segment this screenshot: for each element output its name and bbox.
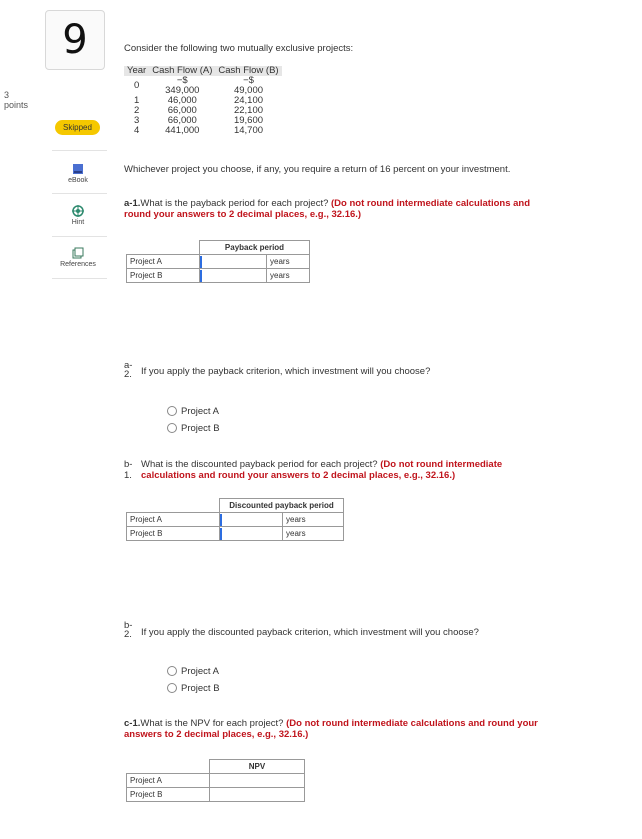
- question-b2-options: [167, 663, 220, 697]
- question-a1-prefix: a-1.: [124, 198, 141, 209]
- cell-cash-a: 46,000: [167, 95, 197, 106]
- hint-icon: [72, 205, 84, 217]
- question-a1: [124, 198, 544, 220]
- question-b1-instruction: (Do not round intermediate calculations and round your answers to 2 decimal places, e.g., 32.16.): [141, 459, 503, 481]
- divider: [52, 193, 107, 194]
- col-year: Year: [127, 65, 147, 76]
- discounted-payback-a-input[interactable]: [220, 513, 283, 527]
- cell-cash-a: −$ 349,000: [165, 75, 200, 96]
- divider: [52, 150, 107, 151]
- option-project-b[interactable]: Project B: [167, 680, 220, 697]
- divider: [52, 278, 107, 279]
- cell-cash-b: 14,700: [233, 125, 264, 136]
- ebook-button[interactable]: [58, 163, 98, 184]
- points-label: points: [4, 100, 29, 110]
- references-button[interactable]: [58, 247, 98, 268]
- col-cash-flow-b: Cash Flow (B): [218, 65, 279, 76]
- payback-period-header: Payback period: [200, 241, 310, 255]
- unit-label: years: [267, 255, 310, 269]
- npv-a-input[interactable]: [210, 774, 305, 788]
- divider: [52, 236, 107, 237]
- row-label: Project A: [127, 255, 200, 269]
- ebook-label: eBook: [68, 177, 88, 184]
- question-b1: b- 1. What is the discounted payback period for each project? (Do not round intermediate calculations and round your answers to 2 decimal places, e.g., 32.16.): [124, 459, 503, 481]
- radio-icon[interactable]: [167, 423, 177, 433]
- npv-b-input[interactable]: [210, 788, 305, 802]
- option-project-a[interactable]: Project A: [167, 663, 220, 680]
- unit-label: years: [283, 527, 344, 541]
- radio-icon[interactable]: [167, 666, 177, 676]
- question-b2-prefix: b- 2.: [124, 620, 133, 640]
- hint-label: Hint: [71, 219, 85, 226]
- points-value: 3: [4, 90, 10, 100]
- question-b2-text: If you apply the discounted payback criterion, which investment will you choose?: [141, 627, 479, 638]
- table-row: [127, 774, 305, 788]
- discounted-payback-answer-table: [126, 498, 344, 541]
- row-label: Project B: [127, 527, 220, 541]
- question-c1: [124, 718, 544, 740]
- question-b1-text: What is the discounted payback period for each project?: [141, 459, 378, 470]
- row-label: Project A: [127, 774, 210, 788]
- references-label: References: [60, 261, 96, 268]
- table-row: [124, 126, 282, 136]
- option-project-b[interactable]: Project B: [167, 420, 220, 437]
- payback-answer-table: [126, 240, 310, 283]
- question-a2-options: [167, 403, 220, 437]
- radio-icon[interactable]: [167, 683, 177, 693]
- payback-a-input[interactable]: [200, 255, 267, 269]
- row-label: Project A: [127, 513, 220, 527]
- required-return-text: Whichever project you choose, if any, you require a return of 16 percent on your investment.: [124, 164, 511, 175]
- discounted-payback-b-input[interactable]: [220, 527, 283, 541]
- table-row: [124, 76, 282, 96]
- npv-answer-table: [126, 759, 305, 802]
- cell-year: 2: [133, 105, 140, 116]
- cell-cash-a: 66,000: [167, 105, 197, 116]
- points-info: [4, 90, 28, 110]
- table-row: [127, 255, 310, 269]
- table-row: [127, 269, 310, 283]
- cell-year: 4: [133, 125, 140, 136]
- unit-label: years: [283, 513, 344, 527]
- cell-year: 3: [133, 115, 140, 126]
- cell-cash-b: 22,100: [233, 105, 264, 116]
- cell-cash-b: 24,100: [233, 95, 264, 106]
- question-a2-text: If you apply the payback criterion, which investment will you choose?: [141, 366, 431, 377]
- hint-button[interactable]: [58, 205, 98, 226]
- cell-cash-a: 441,000: [165, 125, 200, 136]
- question-c1-prefix: c-1.: [124, 718, 141, 729]
- npv-header: NPV: [210, 760, 305, 774]
- references-icon: [72, 247, 84, 259]
- table-row: [127, 513, 344, 527]
- question-c1-text: What is the NPV for each project?: [140, 718, 284, 729]
- cell-cash-a: 66,000: [167, 115, 197, 126]
- question-number: 9: [45, 10, 105, 70]
- ebook-icon: [72, 163, 84, 175]
- question-a1-text: What is the payback period for each project?: [140, 198, 329, 209]
- cash-flow-header: [124, 66, 282, 76]
- question-a1-instruction: (Do not round intermediate calculations and round your answers to 2 decimal places, e.g., 32.16.): [124, 198, 531, 220]
- row-label: Project B: [127, 788, 210, 802]
- table-row: [127, 788, 305, 802]
- question-a2-prefix: a- 2.: [124, 360, 133, 380]
- col-cash-flow-a: Cash Flow (A): [152, 65, 213, 76]
- cell-year: 1: [133, 95, 140, 106]
- cell-year: 0: [133, 80, 140, 91]
- table-row: [127, 527, 344, 541]
- radio-icon[interactable]: [167, 406, 177, 416]
- question-c1-instruction: (Do not round intermediate calculations and round your answers to 2 decimal places, e.g., 32.16.): [124, 718, 538, 740]
- cell-cash-b: −$ 49,000: [233, 75, 264, 96]
- status-badge: Skipped: [55, 120, 100, 135]
- problem-intro: Consider the following two mutually exclusive projects:: [124, 43, 354, 54]
- option-project-a[interactable]: Project A: [167, 403, 220, 420]
- unit-label: years: [267, 269, 310, 283]
- cash-flow-table: [124, 66, 282, 136]
- cell-cash-b: 19,600: [233, 115, 264, 126]
- discounted-payback-header: Discounted payback period: [220, 499, 344, 513]
- row-label: Project B: [127, 269, 200, 283]
- payback-b-input[interactable]: [200, 269, 267, 283]
